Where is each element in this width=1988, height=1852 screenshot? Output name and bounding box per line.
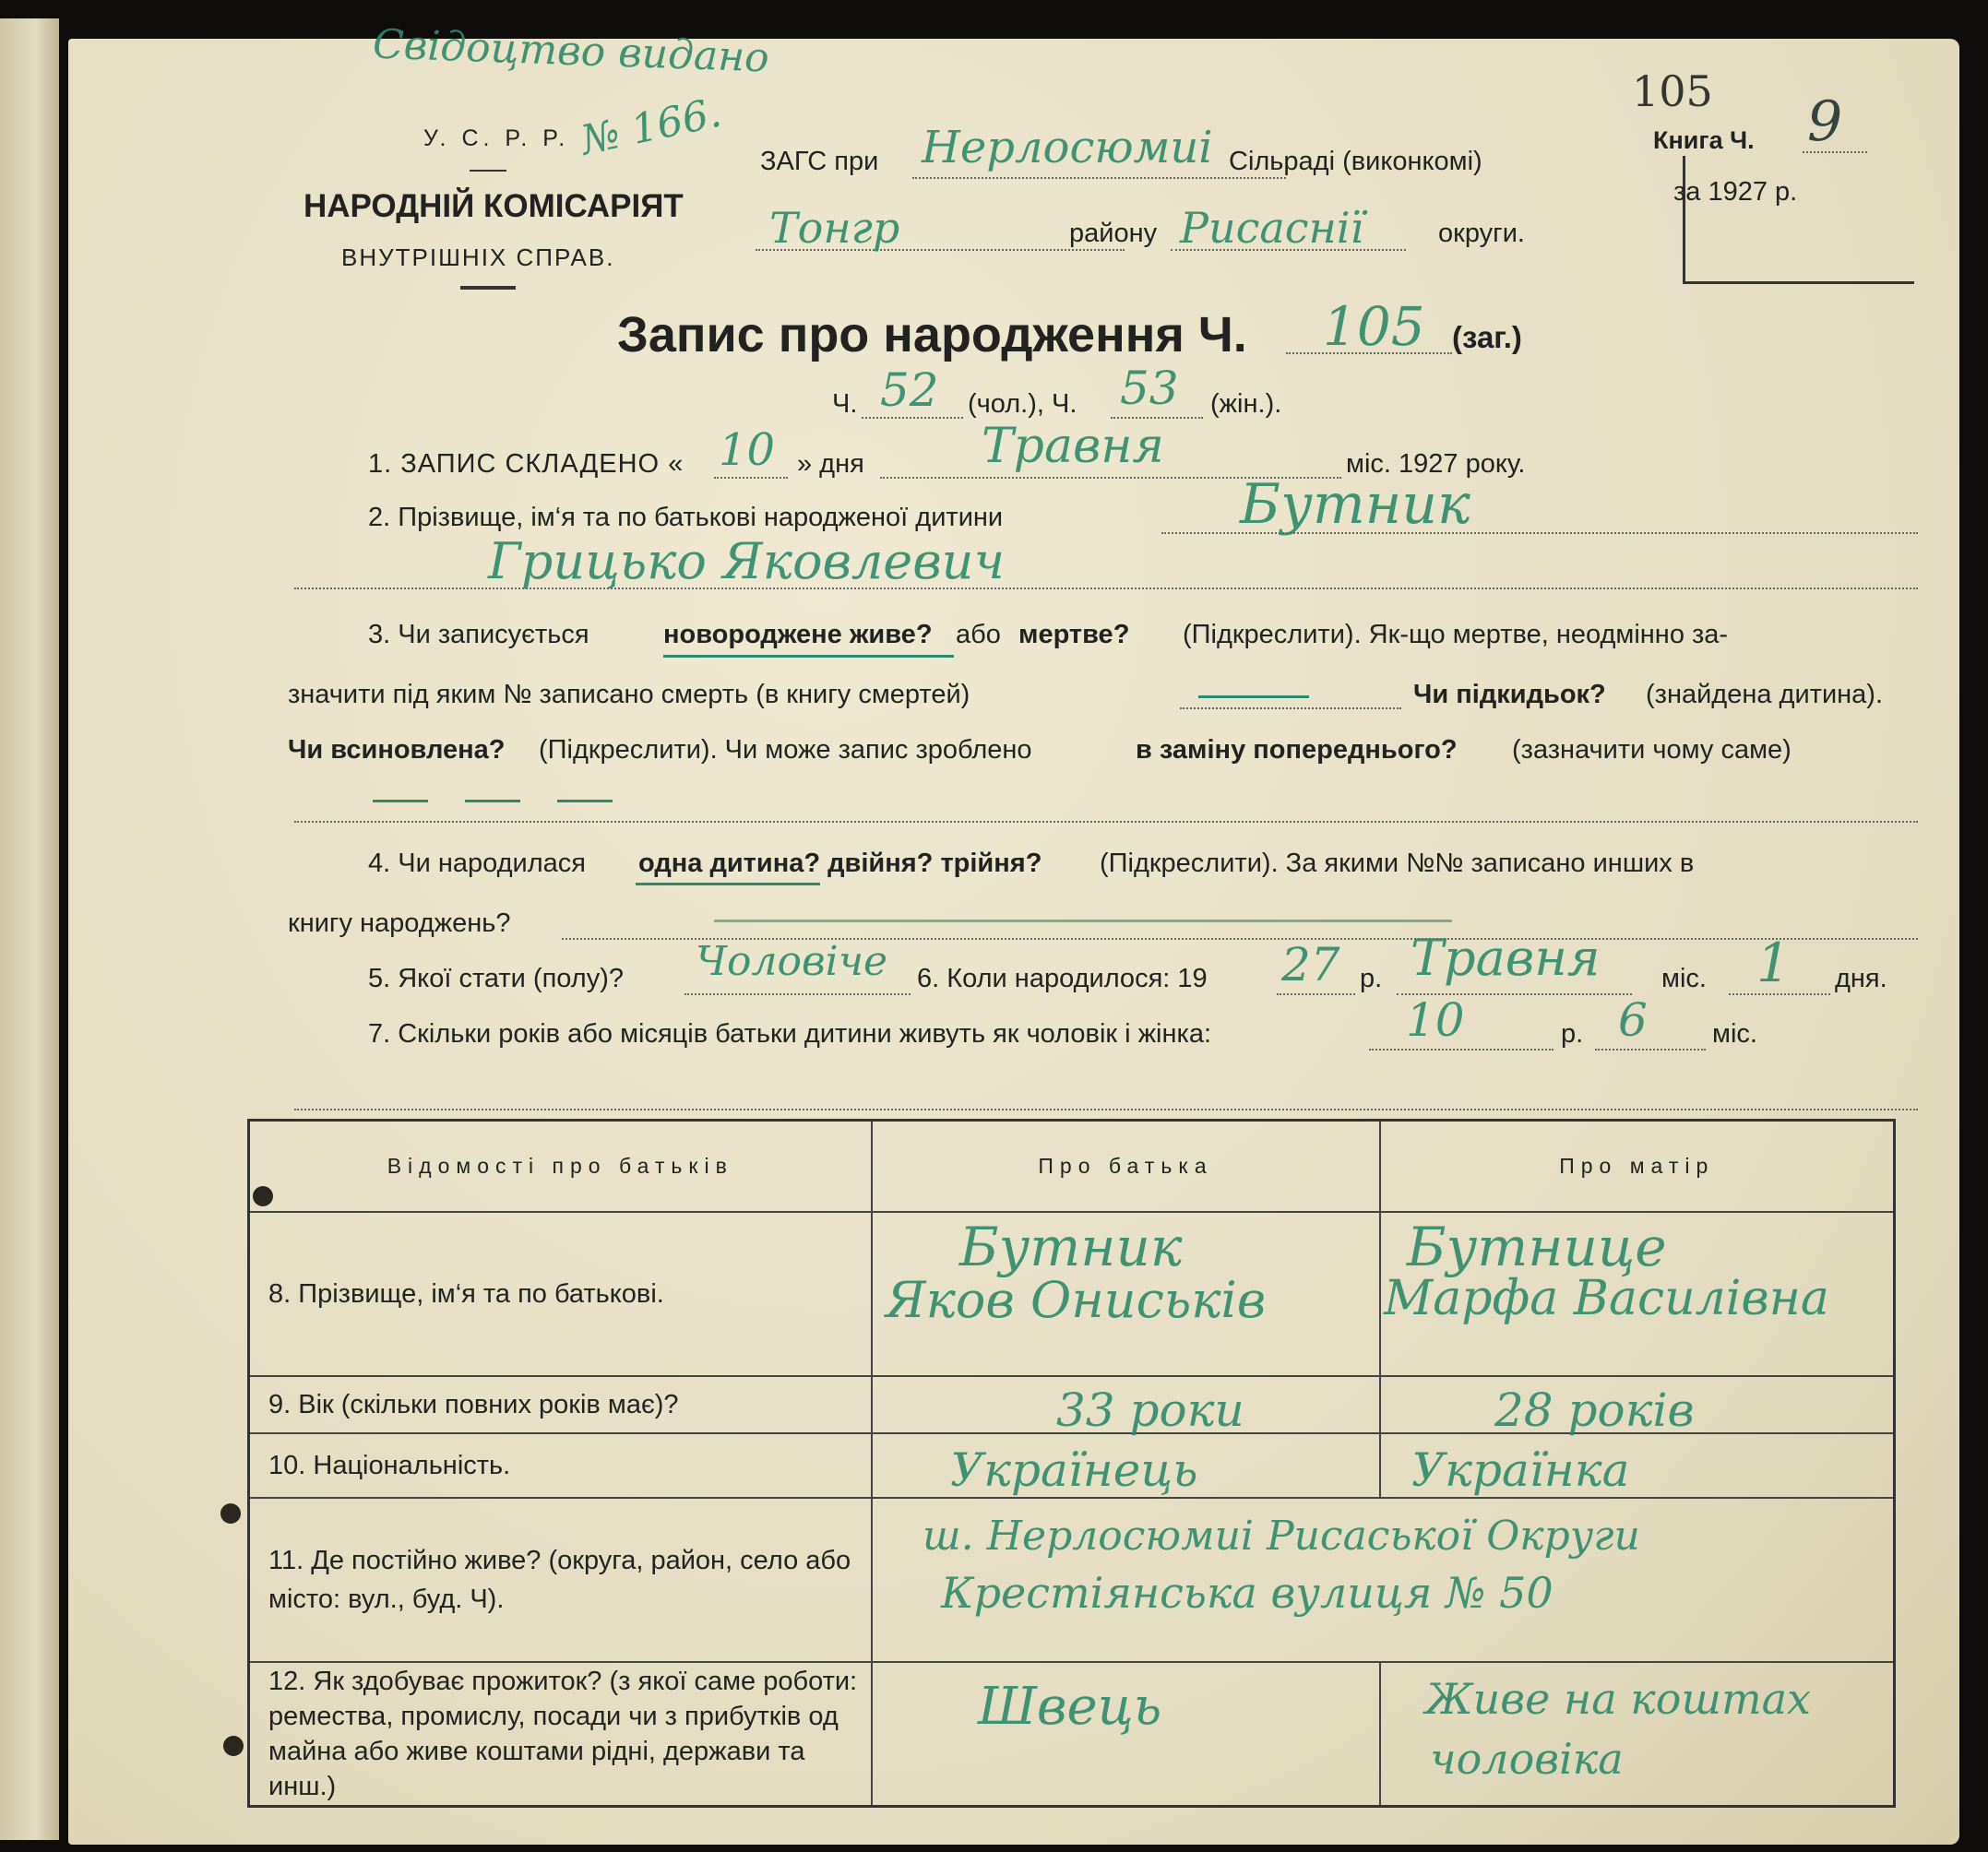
zags-field	[912, 177, 1286, 179]
q6-label: 6. Коли народилося: 19	[917, 964, 1208, 993]
residence-line1-value: ш. Нерлосюмиі Рисаської Округи	[923, 1513, 1640, 1560]
q3-death-dash	[1198, 695, 1309, 698]
q3-line1-c: або	[956, 620, 1001, 649]
q3-line3-d: (зазначити чому саме)	[1512, 735, 1792, 765]
q3-alive-option: новороджене живе?	[663, 620, 933, 649]
q1-year-text: міс. 1927 року.	[1346, 449, 1526, 479]
female-count-value: 53	[1120, 362, 1179, 415]
q3-dead-option: мертве?	[1018, 620, 1130, 649]
zags-suffix: Сільраді (виконкомі)	[1229, 147, 1482, 176]
q1-day-field	[714, 477, 788, 479]
q3-alive-underline	[663, 655, 954, 658]
female-label: (жін.).	[1210, 389, 1282, 419]
q4-one-child-underline	[636, 883, 820, 885]
q7-months-field	[1595, 1049, 1706, 1051]
book-number-value: 9	[1807, 89, 1843, 154]
q1-day-value: 10	[719, 424, 776, 476]
married-years-value: 10	[1406, 993, 1465, 1047]
q2-label: 2. Прізвище, ім‘я та по батькові народженої дитини	[368, 503, 1004, 532]
internal-affairs-label: ВНУТРІШНІХ СПРАВ.	[341, 243, 615, 271]
book-label: Книга Ч.	[1653, 126, 1755, 154]
q3-line1-e: (Підкреслити). Як-що мертве, неодмінно за-	[1183, 620, 1729, 649]
q3-reason-field	[294, 821, 1918, 823]
q3-line3-b: (Підкреслити). Чи може запис зроблено	[539, 735, 1032, 765]
father-occupation-value: Швець	[978, 1677, 1162, 1737]
q6-year-field	[1277, 993, 1355, 995]
q3-death-field	[1180, 707, 1401, 709]
father-age-value: 33 роки	[1056, 1383, 1244, 1437]
table-header-info: Відомості про батьків	[249, 1121, 872, 1213]
mother-age-value: 28 років	[1494, 1383, 1695, 1437]
zags-prefix: ЗАГС при	[760, 147, 879, 176]
q3-foundling: Чи підкидьок?	[1413, 680, 1606, 709]
q4-line1-c: (Підкреслити). За якими №№ записано инших в	[1100, 849, 1695, 878]
q7-years-field	[1369, 1049, 1553, 1051]
child-given-value: Грицько Яковлевич	[488, 532, 1006, 590]
q1-label: 1. ЗАПИС СКЛАДЕНО «	[368, 449, 684, 479]
male-label: (чол.), Ч.	[968, 389, 1077, 419]
q6-day-word: дня.	[1835, 964, 1887, 993]
header-divider-2	[460, 286, 516, 290]
rayon-label: району	[1069, 219, 1158, 248]
binding-hole	[220, 1503, 241, 1524]
q3-reason-dash-1	[373, 800, 428, 802]
previous-page-edge	[0, 18, 59, 1840]
q3-line2-a: значити під яким № записано смерть (в книгу смертей)	[288, 680, 970, 709]
birth-day-value: 1	[1756, 932, 1791, 994]
zags-place-value: Нерлосюмиі	[922, 122, 1213, 173]
binding-hole	[223, 1736, 244, 1756]
mother-surname-value: Бутнице	[1407, 1216, 1667, 1278]
q3-line2-c: (знайдена дитина).	[1646, 680, 1884, 709]
married-months-value: 6	[1618, 993, 1648, 1047]
q7-months-abbr: міс.	[1712, 1019, 1757, 1049]
mother-occupation-value-2: чоловіка	[1430, 1734, 1624, 1784]
row-label-residence: 11. Де постійно живе? (округа, район, село або місто: вул., буд. Ч).	[249, 1498, 872, 1662]
record-total-value: 105	[1323, 295, 1425, 358]
q5-label: 5. Якої стати (полу)?	[368, 964, 624, 993]
handwritten-top-note: Свідоцтво видано	[372, 20, 770, 82]
mother-occupation-value: Живе на коштах	[1425, 1674, 1811, 1724]
q3-reason-dash-2	[465, 800, 520, 802]
child-surname-value: Бутник	[1240, 472, 1470, 537]
q3-reason-dash-3	[557, 800, 613, 802]
row-label-occupation: 12. Як здобуває прожиток? (з якої саме роботи: ремества, промислу, посади чи з прибутків од майна або живе коштами рідні, держави та инш.)	[249, 1662, 872, 1807]
table-header-mother: Про матір	[1380, 1121, 1895, 1213]
record-title-suffix: (заг.)	[1452, 320, 1522, 354]
q4-line1-a: 4. Чи народилася	[368, 849, 586, 878]
male-count-field	[862, 417, 963, 419]
q7-label: 7. Скільки років або місяців батьки дитини живуть як чоловік і жінка:	[368, 1019, 1212, 1049]
record-title: Запис про народження Ч.	[617, 307, 1247, 362]
ch-label: Ч.	[832, 389, 858, 419]
q6-month-abbr: міс.	[1661, 964, 1707, 993]
row-label-age: 9. Вік (скільки повних років має)?	[249, 1376, 872, 1433]
q5-sex-field	[684, 993, 911, 995]
q1-day-word: » дня	[797, 449, 864, 479]
mother-given-value: Марфа Василівна	[1384, 1271, 1829, 1326]
male-count-value: 52	[880, 363, 939, 417]
book-number-box	[1683, 156, 1914, 284]
book-year: за 1927 р.	[1673, 177, 1798, 207]
republic-label: У. С. Р. Р.	[423, 125, 570, 151]
q7-extra-line	[294, 1109, 1918, 1110]
table-header-row	[249, 1121, 1895, 1213]
q4-options: одна дитина? двійня? трійня?	[638, 849, 1042, 878]
q4-numbers-dash	[714, 920, 1452, 922]
q7-years-abbr: р.	[1561, 1019, 1584, 1049]
q1-month-value: Травня	[982, 419, 1164, 474]
rayon-value: Тонгр	[769, 203, 900, 253]
q3-adopted: Чи всиновлена?	[288, 735, 506, 765]
row-label-names: 8. Прізвище, ім‘я та по батькові.	[249, 1212, 872, 1376]
header-divider	[470, 170, 506, 172]
birth-month-value: Травня	[1411, 929, 1601, 987]
father-given-value: Яков Ониськів	[886, 1271, 1267, 1329]
q6-year-abbr: р.	[1360, 964, 1383, 993]
row-label-nationality: 10. Національність.	[249, 1433, 872, 1498]
handwritten-top-note-2: № 166.	[577, 89, 726, 165]
residence-line2-value: Крестіянська вулиця № 50	[941, 1568, 1553, 1618]
okruha-value: Рисаснії	[1180, 203, 1364, 253]
father-nationality-value: Українець	[950, 1443, 1198, 1497]
birth-year-value: 27	[1281, 938, 1340, 991]
q3-line1-a: 3. Чи записується	[368, 620, 589, 649]
father-surname-value: Бутник	[959, 1216, 1183, 1278]
sex-value: Чоловіче	[696, 938, 888, 985]
mother-nationality-value: Українка	[1411, 1443, 1630, 1497]
q3-replacement: в заміну попереднього?	[1136, 735, 1458, 765]
commissariat-label: НАРОДНІЙ КОМІСАРІЯТ	[304, 188, 684, 224]
okruhy-label: округи.	[1438, 219, 1525, 248]
table-header-father: Про батька	[872, 1121, 1380, 1213]
book-corner-number: 105	[1632, 66, 1713, 116]
q4-line2: книгу народжень?	[288, 908, 511, 938]
